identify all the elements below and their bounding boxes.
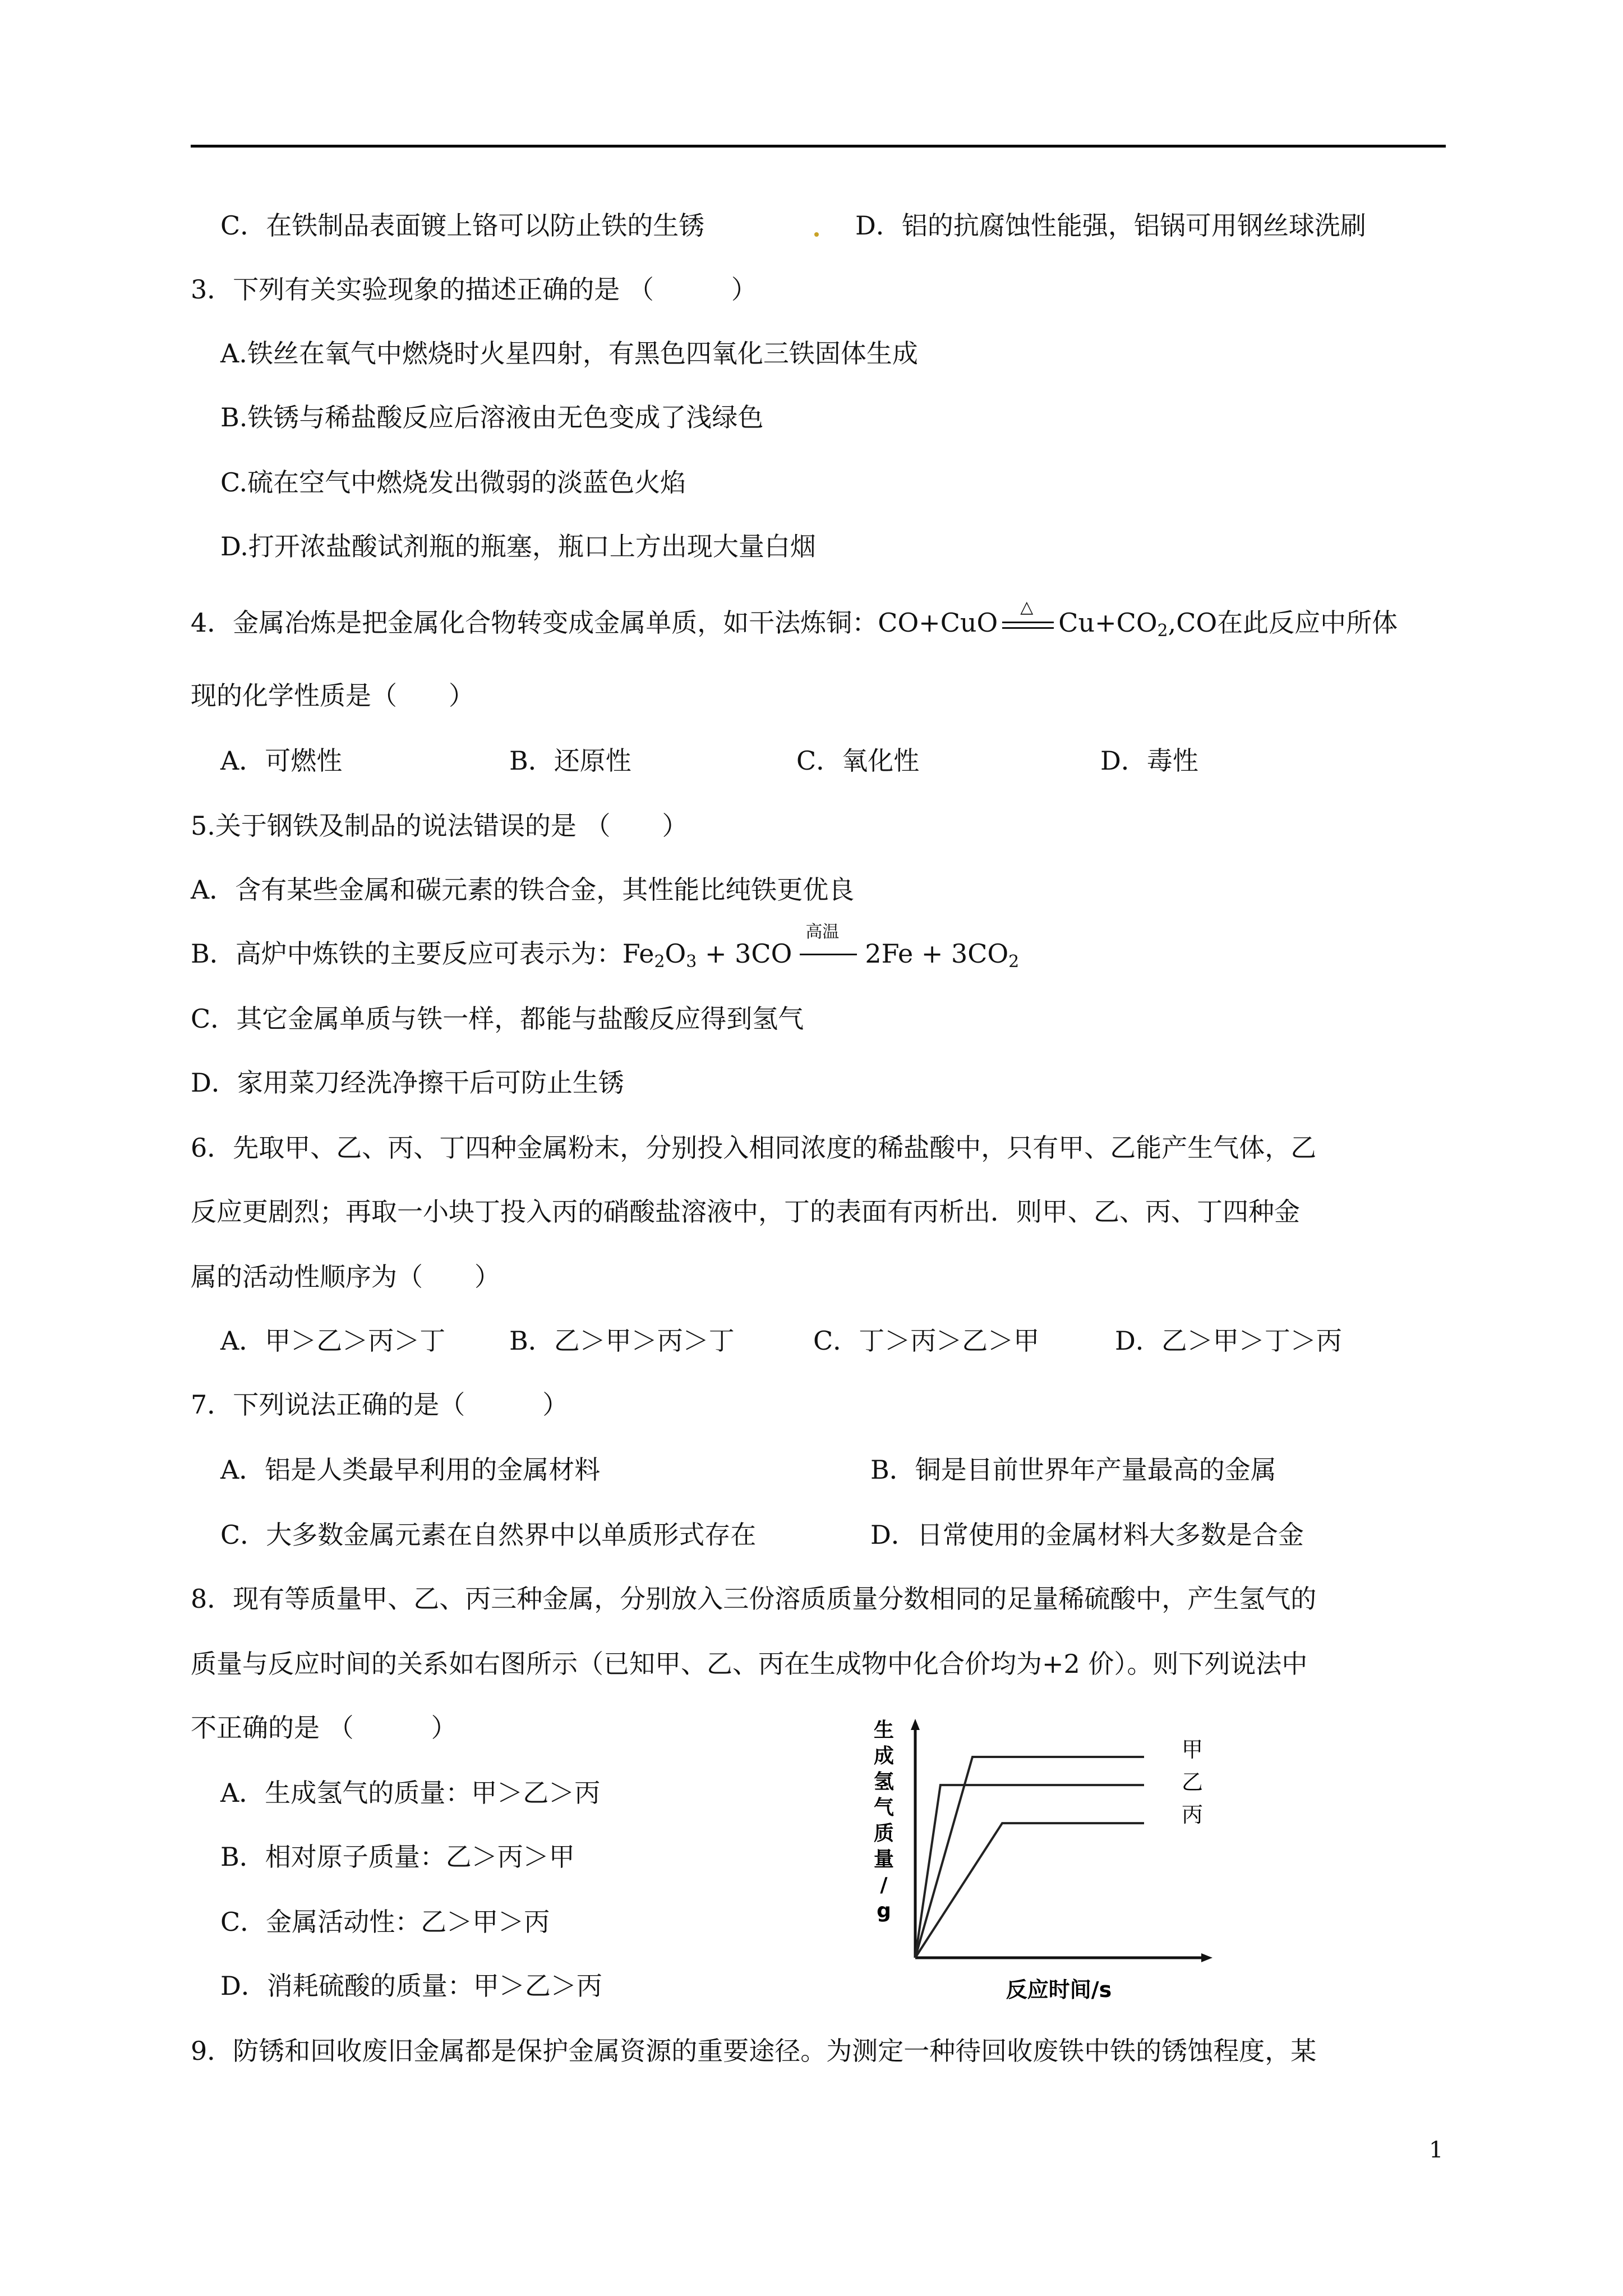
graph-series-line — [915, 1823, 1144, 1958]
q4-stem-line1 — [191, 597, 1398, 641]
q8-stem-line1: 8．现有等质量甲、乙、丙三种金属，分别放入三份溶质质量分数相同的足量稀硫酸中，产生氢气的 — [191, 1584, 1317, 1614]
q4-option-a: A．可燃性 — [220, 746, 343, 776]
graph-y-label-char: 生 — [873, 1719, 895, 1742]
graph-series-line — [915, 1785, 1144, 1958]
q8-option-a: A．生成氢气的质量：甲＞乙＞丙 — [220, 1778, 601, 1808]
header-rule — [191, 145, 1446, 148]
q5b-text-pre: B．高炉中炼铁的主要反应可表示为：Fe — [191, 938, 654, 969]
graph-series-line — [915, 1757, 1144, 1958]
graph-series-name: 甲 — [1181, 1737, 1204, 1762]
q4-text-pre: 4．金属冶炼是把金属化合物转变成金属单质，如干法炼铜：CO+CuO — [191, 608, 998, 638]
graph-x-arrow — [1201, 1953, 1212, 1962]
page-number: 1 — [1429, 2137, 1444, 2163]
q5-option-a: A．含有某些金属和碳元素的铁合金，其性能比纯铁更优良 — [191, 875, 855, 905]
heat-equals-sign — [1000, 597, 1056, 635]
q4-option-d: D．毒性 — [1100, 746, 1198, 776]
q2-option-c: C．在铁制品表面镀上铬可以防止铁的生锈 — [220, 210, 705, 241]
graph-series-name: 乙 — [1181, 1770, 1204, 1795]
q5b-products: 2Fe + 3CO — [865, 938, 1009, 969]
q7-option-b: B．铜是目前世界年产量最高的金属 — [870, 1455, 1276, 1485]
graph-y-label-char: 氢 — [873, 1770, 895, 1793]
graph-y-arrow — [911, 1719, 920, 1730]
q8-stem-line2: 质量与反应时间的关系如右图所示（已知甲、乙、丙在生成物中化合价均为+2 价）。则下列说法中 — [191, 1649, 1308, 1679]
high-temp-sign — [797, 922, 859, 965]
q5b-reactant: + 3CO — [697, 938, 792, 969]
q4-product: Cu+CO — [1058, 608, 1158, 638]
graph-y-label-char: 质 — [873, 1822, 895, 1845]
graph-y-label-char: 气 — [873, 1796, 895, 1819]
graph-series — [915, 1757, 1144, 1958]
graph-y-label-char: 成 — [873, 1745, 895, 1768]
graph-y-label — [874, 1719, 894, 1922]
graph-x-label: 反应时间/s — [1006, 1977, 1112, 2002]
q5-stem: 5.关于钢铁及制品的说法错误的是 （ ） — [191, 811, 688, 841]
q5-option-b — [191, 922, 1020, 972]
q9-stem-line1: 9．防锈和回收废旧金属都是保护金属资源的重要途径。为测定一种待回收废铁中铁的锈蚀程度，某 — [191, 2036, 1317, 2066]
q4-subscript: 2 — [1157, 621, 1168, 641]
q2-option-d: D．铝的抗腐蚀性能强，铝锅可用钢丝球洗刷 — [855, 210, 1366, 241]
q3-option-b: B.铁锈与稀盐酸反应后溶液由无色变成了浅绿色 — [220, 402, 764, 432]
q7-stem: 7．下列说法正确的是（ ） — [191, 1389, 569, 1420]
q6-option-a: A．甲＞乙＞丙＞丁 — [220, 1326, 446, 1356]
q6-option-c: C．丁＞丙＞乙＞甲 — [813, 1326, 1040, 1356]
q8-option-d: D．消耗硫酸的质量：甲＞乙＞丙 — [220, 1971, 602, 2001]
q7-option-c: C．大多数金属元素在自然界中以单质形式存在 — [220, 1520, 757, 1550]
q7-option-d: D．日常使用的金属材料大多数是合金 — [870, 1520, 1304, 1550]
q5b-sub3: 2 — [1008, 952, 1020, 972]
q3-option-a: A.铁丝在氧气中燃烧时火星四射，有黑色四氧化三铁固体生成 — [220, 338, 918, 369]
graph-series-labels — [1182, 1737, 1203, 1827]
q6-option-b: B．乙＞甲＞丙＞丁 — [509, 1326, 735, 1356]
q5-option-c: C．其它金属单质与铁一样，都能与盐酸反应得到氢气 — [191, 1004, 804, 1034]
graph-y-label-char: g — [877, 1899, 891, 1922]
graph-y-label-char: 量 — [873, 1848, 895, 1871]
q3-stem: 3．下列有关实验现象的描述正确的是 （ ） — [191, 274, 757, 305]
q6-option-d: D．乙＞甲＞丁＞丙 — [1115, 1326, 1342, 1356]
q4-option-c: C．氧化性 — [796, 746, 920, 776]
heat-triangle: △ — [1020, 597, 1034, 617]
high-temp-label: 高温 — [805, 922, 840, 942]
graph-y-label-char: / — [880, 1874, 888, 1897]
q6-stem-line3: 属的活动性顺序为（ ） — [191, 1262, 500, 1292]
q4-stem-line2: 现的化学性质是（ ） — [191, 680, 474, 711]
stray-dot — [814, 232, 819, 237]
q5b-oxygen: O — [665, 938, 686, 969]
q5-option-d: D．家用菜刀经洗净擦干后可防止生锈 — [191, 1068, 624, 1098]
hydrogen-mass-graph — [858, 1717, 1239, 2036]
q3-option-c: C.硫在空气中燃烧发出微弱的淡蓝色火焰 — [220, 467, 686, 498]
q4-option-b: B．还原性 — [509, 746, 631, 776]
q5b-sub2: 3 — [686, 952, 697, 972]
q4-text-post: ,CO在此反应中所体 — [1168, 608, 1398, 638]
graph-series-name: 丙 — [1181, 1802, 1204, 1827]
q6-stem-line1: 6．先取甲、乙、丙、丁四种金属粉末，分别投入相同浓度的稀盐酸中，只有甲、乙能产生气体，乙 — [191, 1133, 1317, 1163]
q8-stem-line3: 不正确的是 （ ） — [191, 1713, 457, 1743]
q6-stem-line2: 反应更剧烈；再取一小块丁投入丙的硝酸盐溶液中，丁的表面有丙析出．则甲、乙、丙、丁四种金 — [191, 1197, 1300, 1227]
q8-option-c: C．金属活动性：乙＞甲＞丙 — [220, 1907, 550, 1937]
q8-option-b: B．相对原子质量：乙＞丙＞甲 — [220, 1842, 575, 1872]
q3-option-d: D.打开浓盐酸试剂瓶的瓶塞，瓶口上方出现大量白烟 — [220, 531, 816, 562]
q7-option-a: A．铝是人类最早利用的金属材料 — [220, 1455, 601, 1485]
q5b-sub1: 2 — [654, 952, 665, 972]
